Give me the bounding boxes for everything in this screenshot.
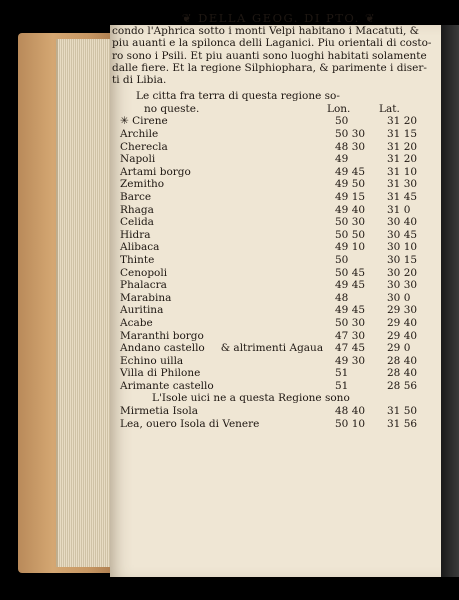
- fleuron-left-icon: ❦: [181, 11, 199, 25]
- longitude: 49 45: [335, 279, 366, 292]
- city-row: [120, 128, 432, 141]
- paragraph-line: ti di Libia.: [112, 74, 167, 87]
- place-name: Zemitho: [120, 178, 165, 191]
- place-name: Artami borgo: [120, 165, 191, 178]
- place-name: Alibaca: [120, 241, 160, 254]
- intro: [112, 90, 432, 115]
- latitude: 31 56: [387, 417, 418, 430]
- intro-line: Le citta fra terra di questa regione so-: [136, 90, 340, 103]
- place-name: Lea, ouero Isola di Venere: [120, 417, 260, 430]
- place-name: Marabina: [120, 291, 172, 304]
- header-text: DELLA GEOG. DI PTO.: [198, 11, 360, 25]
- place-name: Auritina: [120, 304, 164, 317]
- cities-table: [112, 115, 432, 392]
- place-name: Echino uilla: [120, 354, 184, 367]
- place-name: Rhaga: [120, 203, 154, 216]
- city-row: [120, 267, 432, 280]
- latitude: 31 50: [387, 405, 418, 418]
- city-row: [120, 191, 432, 204]
- latitude: 29 40: [387, 329, 418, 342]
- longitude: 50 50: [335, 228, 366, 241]
- paragraph-line: condo l'Aphrica sotto i monti Velpi habitano i Macatuti, &: [112, 25, 420, 38]
- island-row: [120, 405, 432, 418]
- place-name: Cenopoli: [120, 266, 168, 279]
- longitude: 50 10: [335, 417, 366, 430]
- place-name: Thinte: [120, 253, 155, 266]
- place-name: Napoli: [120, 153, 156, 166]
- latitude: 30 15: [387, 253, 418, 266]
- longitude: 49: [335, 153, 349, 166]
- city-row: [120, 141, 432, 154]
- paragraph: [112, 25, 432, 86]
- place-name: Villa di Philone: [120, 367, 201, 380]
- latitude: 29 40: [387, 316, 418, 329]
- city-row: [120, 342, 432, 355]
- city-row: [120, 292, 432, 305]
- longitude: 47 45: [335, 342, 366, 355]
- longitude: 49 40: [335, 203, 366, 216]
- latitude: 31 15: [387, 128, 418, 140]
- place-name: Celida: [120, 216, 154, 229]
- longitude: 50: [335, 253, 349, 266]
- latitude: 30 0: [387, 291, 411, 304]
- islands-table: [112, 405, 432, 430]
- latitude: 31 10: [387, 165, 418, 178]
- latitude: 31 20: [387, 115, 418, 128]
- place-note: & altrimenti Agaua: [220, 342, 324, 355]
- city-row: [120, 330, 432, 343]
- latitude: 28 40: [387, 367, 418, 380]
- place-name: Phalacra: [120, 279, 167, 292]
- latitude: 31 0: [387, 203, 411, 216]
- longitude: 50 30: [335, 316, 366, 329]
- paragraph-line: dalle fiere. Et la regione Silphiophara, & parimente i diser-: [112, 61, 427, 74]
- longitude: 48: [335, 291, 349, 304]
- longitude: 51: [335, 379, 349, 392]
- place-name: Maranthi borgo: [120, 329, 204, 342]
- island-row: [120, 418, 432, 431]
- city-row: [120, 279, 432, 292]
- latitude: 30 10: [387, 241, 418, 254]
- city-row: [120, 229, 432, 242]
- city-row: [120, 178, 432, 191]
- latitude: 28 56: [387, 379, 418, 392]
- longitude: 49 30: [335, 354, 366, 367]
- latitude: 30 40: [387, 216, 418, 229]
- latitude: 31 20: [387, 153, 418, 166]
- facing-page-edge: [441, 25, 459, 577]
- place-name: Archile: [120, 128, 159, 140]
- city-row: [120, 115, 432, 128]
- running-header: [126, 12, 432, 24]
- longitude: 49 10: [335, 241, 366, 254]
- city-row: [120, 254, 432, 267]
- city-row: [120, 317, 432, 330]
- longitude: 49 45: [335, 165, 366, 178]
- place-name: Acabe: [120, 316, 153, 329]
- latitude: 31 45: [387, 190, 418, 203]
- paragraph-line: ro sono i Psili. Et piu auanti sono luoghi habitati solamente: [112, 49, 427, 62]
- latitude: 29 0: [387, 342, 411, 355]
- longitude: 50 45: [335, 266, 366, 279]
- column-lat: Lat.: [379, 102, 400, 115]
- longitude: 48 40: [335, 405, 366, 418]
- longitude: 50 30: [335, 216, 366, 229]
- latitude: 30 45: [387, 228, 418, 241]
- latitude: 29 30: [387, 304, 418, 317]
- column-lon: Lon.: [327, 102, 351, 115]
- city-row: [120, 153, 432, 166]
- place-name: Arimante castello: [120, 379, 214, 392]
- city-row: [120, 304, 432, 317]
- longitude: 48 30: [335, 140, 366, 153]
- city-row: [120, 355, 432, 368]
- longitude: 47 30: [335, 329, 366, 342]
- latitude: 30 30: [387, 279, 418, 292]
- city-row: [120, 241, 432, 254]
- city-row: [120, 367, 432, 380]
- intro-line: no queste.: [144, 102, 200, 115]
- islands-heading: L'Isole uici ne a questa Regione sono: [152, 392, 350, 405]
- place-name: Barce: [120, 190, 152, 203]
- longitude: 50 30: [335, 128, 366, 140]
- place-name: ✳ Cirene: [120, 115, 168, 128]
- latitude: 28 40: [387, 354, 418, 367]
- place-name: Hidra: [120, 228, 151, 241]
- latitude: 31 20: [387, 140, 418, 153]
- city-row: [120, 166, 432, 179]
- paragraph-line: piu auanti e la spilonca delli Laganici. Piu orientali di costo-: [112, 37, 432, 50]
- page-content: [112, 12, 432, 430]
- place-name: Mirmetia Isola: [120, 405, 198, 418]
- longitude: 49 45: [335, 304, 366, 317]
- longitude: 50: [335, 115, 349, 128]
- city-row: [120, 216, 432, 229]
- place-name: Andano castello & altrimenti Agaua: [120, 342, 324, 355]
- latitude: 31 30: [387, 178, 418, 191]
- fleuron-right-icon: ❦: [359, 11, 377, 25]
- city-row: [120, 380, 432, 393]
- place-name: Cherecla: [120, 140, 168, 153]
- city-row: [120, 204, 432, 217]
- longitude: 49 15: [335, 190, 366, 203]
- latitude: 30 20: [387, 266, 418, 279]
- longitude: 51: [335, 367, 349, 380]
- longitude: 49 50: [335, 178, 366, 191]
